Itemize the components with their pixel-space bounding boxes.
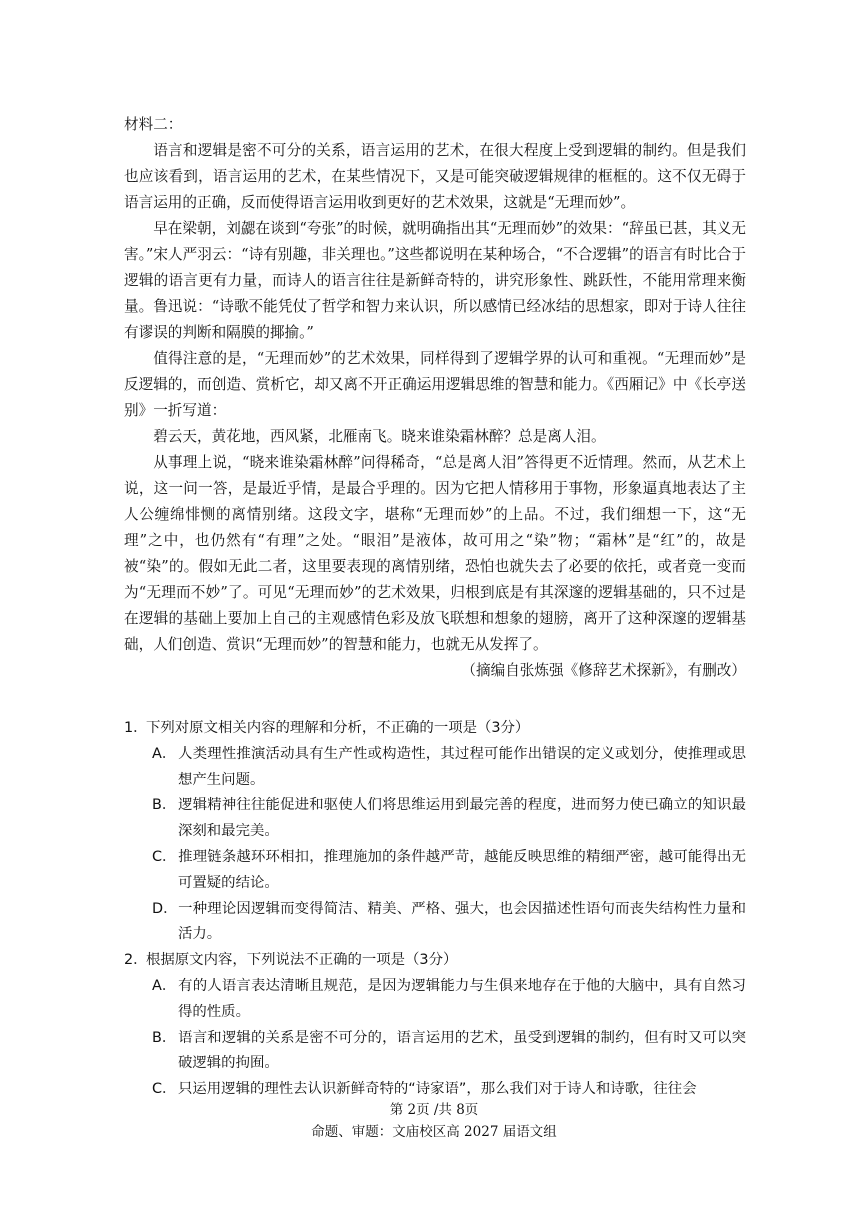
option-text: 语言和逻辑的关系是密不可分的，语言运用的艺术，虽受到逻辑的制约，但有时又可以突破逻辑的拘囿。	[178, 1029, 746, 1072]
option-letter: A．	[152, 977, 177, 994]
option-letter: C．	[152, 1081, 177, 1098]
option-text: 人类理性推演活动具有生产性或构造性，其过程可能作出错误的定义或划分，使推理或思想产生问题。	[178, 745, 746, 788]
option-letter: B．	[152, 797, 177, 814]
option-letter: A．	[152, 745, 177, 762]
option-a	[152, 742, 746, 794]
option-a	[152, 974, 746, 1026]
question-number: 2．	[124, 952, 148, 969]
option-text: 只运用逻辑的理性去认识新鲜奇特的“诗家语”，那么我们对于诗人和诗歌，往往会	[178, 1081, 697, 1098]
option-text: 逻辑精神往往能促进和驱使人们将思维运用到最完善的程度，进而努力使已确立的知识最深刻和最完美。	[178, 797, 746, 840]
option-text: 推理链条越环环相扣，推理施加的条件越严苛，越能反映思维的精细严密，越可能得出无可置疑的结论。	[178, 848, 746, 891]
paragraph-3: 值得注意的是，“无理而妙”的艺术效果，同样得到了逻辑学界的认可和重视。“无理而妙”是反逻辑的，而创造、赏析它，却又离不开正确运用逻辑思维的智慧和能力。《西厢记》中《长亭送别》一折写道：	[124, 350, 746, 419]
reading-material	[124, 112, 746, 684]
question-stem	[124, 716, 746, 742]
poem-quote: 碧云天，黄花地，西风紧，北雁南飞。晓来谁染霜林醉？总是离人泪。	[153, 428, 606, 445]
question-number: 1．	[124, 720, 148, 736]
material-label: 材料二：	[124, 116, 183, 133]
option-d	[152, 897, 746, 949]
paragraph-2: 早在梁朝，刘勰在谈到“夸张”的时候，就明确指出其“无理而妙”的效果：“辞虽已甚，其义无害。”宋人严羽云：“诗有别趣，非关理也。”这些都说明在某种场合，“不合逻辑”的语言有时比合于逻辑的语言更有力量，而诗人的语言往往是新鲜奇特的，讲究形象性、跳跃性，不能用常理来衡量。鲁迅说：“诗歌不能凭仗了哲学和智力来认识，所以感情已经冰结的思想家，即对于诗人往往有谬误的判断和隔膜的揶揄。”	[124, 220, 746, 341]
question-stem	[124, 948, 746, 974]
option-letter: C．	[152, 848, 177, 865]
source-citation: （摘编自张炼强《修辞艺术探新》，有删改）	[461, 662, 746, 679]
question-1	[124, 716, 746, 948]
option-c	[152, 845, 746, 897]
page-number: 第 2页 /共 8页	[389, 1102, 479, 1118]
questions-section	[124, 716, 746, 1103]
footer-authors: 命题、审题：文庙校区高 2027 届语文组	[311, 1124, 557, 1140]
question-text: 根据原文内容，下列说法不正确的一项是（3分）	[146, 952, 458, 969]
paragraph-4: 从事理上说，“晓来谁染霜林醉”问得稀奇，“总是离人泪”答得更不近情理。然而，从艺术上说，这一问一答，是最近乎情，是最合乎理的。因为它把人情移用于事物，形象逼真地表达了主人公缠绵悱恻的离情别绪。这段文字，堪称“无理而妙”的上品。不过，我们细想一下，这“无理”之中，也仍然有“有理”之处。“眼泪”是液体，故可用之“染”物；“霜林”是“红”的，故是被“染”的。假如无此二者，这里要表现的离情别绪，恐怕也就失去了必要的依托，或者竟一变而为“无理而不妙”了。可见“无理而妙”的艺术效果，归根到底是有其深邃的逻辑基础的，只不过是在逻辑的基础上要加上自己的主观感情色彩及放飞联想和想象的翅膀，离开了这种深邃的逻辑基础，人们创造、赏识“无理而妙”的智慧和能力，也就无从发挥了。	[124, 454, 746, 653]
question-text: 下列对原文相关内容的理解和分析，不正确的一项是（3分）	[146, 720, 530, 736]
option-b	[152, 1026, 746, 1078]
option-b	[152, 793, 746, 845]
option-text: 有的人语言表达清晰且规范，是因为逻辑能力与生俱来地存在于他的大脑中，具有自然习得的性质。	[178, 977, 746, 1020]
paragraph-1: 语言和逻辑是密不可分的关系，语言运用的艺术，在很大程度上受到逻辑的制约。但是我们也应该看到，语言运用的艺术，在某些情况下，又是可能突破逻辑规律的框框的。这不仅无碍于语言运用的正确，反而使得语言运用收到更好的艺术效果，这就是“无理而妙”。	[124, 142, 746, 211]
option-text: 一种理论因逻辑而变得简洁、精美、严格、强大，也会因描述性语句而丧失结构性力量和活力。	[178, 900, 746, 943]
question-2	[124, 948, 746, 1103]
option-letter: B．	[152, 1029, 177, 1046]
option-letter: D．	[152, 900, 178, 917]
